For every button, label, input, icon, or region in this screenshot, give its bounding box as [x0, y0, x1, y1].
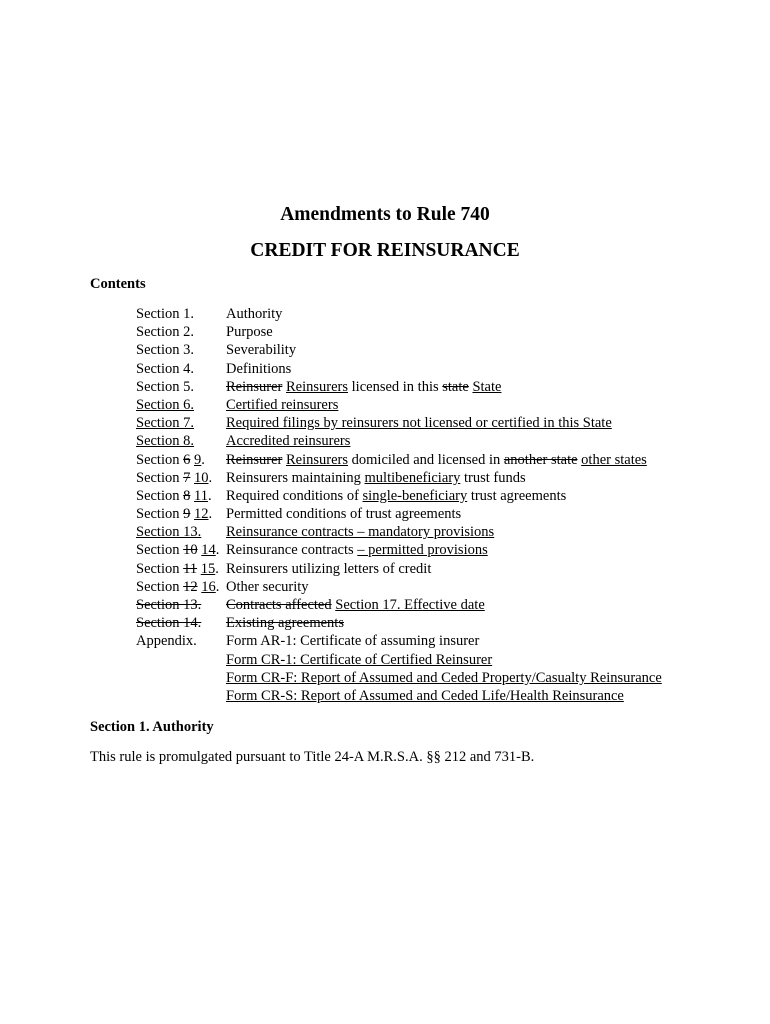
section-1-heading: Section 1. Authority	[90, 719, 214, 735]
inserted-text: multibeneficiary	[364, 469, 461, 486]
toc-section-number: Section 8 11.	[136, 487, 212, 504]
toc-section-number: Section 6.	[136, 396, 194, 413]
toc-row-section-2	[136, 323, 736, 341]
inserted-text: 14	[201, 542, 216, 559]
table-of-contents	[136, 305, 736, 705]
deleted-text: 9	[183, 506, 191, 523]
toc-section-title	[226, 378, 501, 396]
plain-text: licensed in this	[348, 378, 443, 395]
toc-row-form-cr-s	[136, 687, 736, 705]
toc-section-number: Section 12 16.	[136, 578, 220, 595]
toc-section-title: Reinsurance contracts – mandatory provisions	[226, 524, 495, 541]
toc-section-number: Section 7 10.	[136, 469, 213, 486]
deleted-text: another state	[503, 451, 578, 468]
inserted-text: 11	[194, 487, 208, 504]
toc-row-section-1	[136, 305, 736, 323]
inserted-text: – permitted provisions	[357, 542, 488, 559]
toc-row-section-3	[136, 341, 736, 359]
deleted-text: Contracts affected	[226, 597, 332, 613]
toc-section-title: Form AR-1: Certificate of assuming insurer	[226, 633, 480, 650]
toc-section-title: Form CR-S: Report of Assumed and Ceded Life/Health Reinsurance	[226, 687, 624, 704]
toc-section-title: Required conditions of single-beneficiary trust agreements	[226, 487, 567, 504]
toc-section-number: Section 10 14.	[136, 542, 220, 559]
toc-section-number: Section 13.	[136, 524, 202, 541]
toc-section-title: Reinsurers utilizing letters of credit	[226, 560, 432, 577]
inserted-text: 10	[194, 469, 209, 486]
deleted-text: 10	[183, 542, 198, 559]
toc-section-title: Form CR-F: Report of Assumed and Ceded Property/Casualty Reinsurance	[226, 669, 662, 686]
toc-section-title: Reinsurer Reinsurers domiciled and licensed in another state other states	[226, 451, 647, 468]
toc-section-title: Other security	[226, 578, 309, 595]
inserted-text: 15	[200, 560, 216, 577]
inserted-text: 9	[194, 451, 202, 468]
inserted-text: Section 17. Effective date	[335, 597, 485, 613]
toc-section-number: Section 9 12.	[136, 506, 213, 523]
toc-section-title: Reinsurance contracts – permitted provisions	[226, 542, 488, 559]
toc-row-section-4	[136, 360, 736, 378]
deleted-text: state	[442, 378, 469, 395]
section-1-body: This rule is promulgated pursuant to Title 24-A M.R.S.A. §§ 212 and 731-B.	[90, 749, 535, 765]
toc-section-number: Section 11 15.	[136, 560, 219, 577]
deleted-text: Reinsurer	[226, 378, 283, 395]
inserted-text: 16	[201, 578, 216, 595]
toc-row-deleted-section-14	[136, 614, 736, 632]
deleted-text: 7	[183, 469, 191, 486]
deleted-text: 11	[183, 560, 198, 577]
toc-section-number: Section 4.	[136, 360, 194, 377]
deleted-text: 8	[183, 487, 191, 504]
toc-row-section-8	[136, 432, 736, 450]
toc-section-number: Appendix.	[136, 633, 197, 650]
toc-section-title: Required filings by reinsurers not licensed or certified in this State	[226, 415, 612, 432]
toc-section-title: Certified reinsurers	[226, 396, 339, 413]
toc-row-section-9	[136, 451, 736, 469]
document-subtitle: CREDIT FOR REINSURANCE	[250, 240, 520, 261]
inserted-text: 12	[194, 506, 209, 523]
toc-section-number: Section 2.	[136, 324, 194, 341]
toc-section-number: Section 5.	[136, 378, 194, 395]
toc-section-title: Severability	[226, 342, 297, 359]
toc-section-title: Accredited reinsurers	[226, 433, 351, 450]
toc-row-section-11	[136, 487, 736, 505]
document-title: Amendments to Rule 740	[280, 204, 490, 225]
inserted-text: State	[472, 378, 502, 395]
toc-section-title: Purpose	[226, 324, 273, 341]
toc-section-title: Authority	[226, 306, 283, 322]
inserted-text: Reinsurers	[286, 378, 349, 395]
toc-row-section-16	[136, 578, 736, 596]
toc-section-number: Section 7.	[136, 415, 194, 432]
deleted-text: Reinsurer	[226, 451, 283, 468]
inserted-text: single-beneficiary	[362, 487, 468, 504]
toc-section-title: Reinsurers maintaining multibeneficiary trust funds	[226, 469, 526, 486]
toc-row-section-12	[136, 505, 736, 523]
toc-row-section-17	[136, 596, 736, 614]
toc-row-form-cr-1	[136, 651, 736, 669]
toc-section-number: Section 6 9.	[136, 451, 205, 468]
inserted-text: other states	[581, 451, 647, 468]
deleted-text: Existing agreements	[226, 615, 344, 632]
toc-section-number: Section 8.	[136, 433, 194, 450]
toc-row-section-6	[136, 396, 736, 414]
toc-section-title: Definitions	[226, 360, 292, 377]
deleted-text: 12	[183, 578, 198, 595]
toc-section-title: Form CR-1: Certificate of Certified Reinsurer	[226, 651, 493, 668]
toc-section-title: Permitted conditions of trust agreements	[226, 506, 462, 523]
toc-row-form-cr-f	[136, 669, 736, 687]
deleted-text: Section 13.	[136, 597, 202, 613]
toc-row-section-5	[136, 378, 736, 396]
inserted-text: Reinsurers	[286, 451, 349, 468]
deleted-text: Section 14.	[136, 615, 202, 632]
toc-row-section-10	[136, 469, 736, 487]
toc-row-appendix	[136, 632, 736, 650]
toc-row-section-13	[136, 523, 736, 541]
toc-section-number: Section 3.	[136, 342, 194, 359]
contents-heading: Contents	[90, 276, 146, 292]
deleted-text: 6	[183, 451, 191, 468]
toc-row-section-7	[136, 414, 736, 432]
toc-row-section-14	[136, 541, 736, 559]
toc-section-number: Section 1.	[136, 306, 194, 322]
toc-row-section-15	[136, 560, 736, 578]
